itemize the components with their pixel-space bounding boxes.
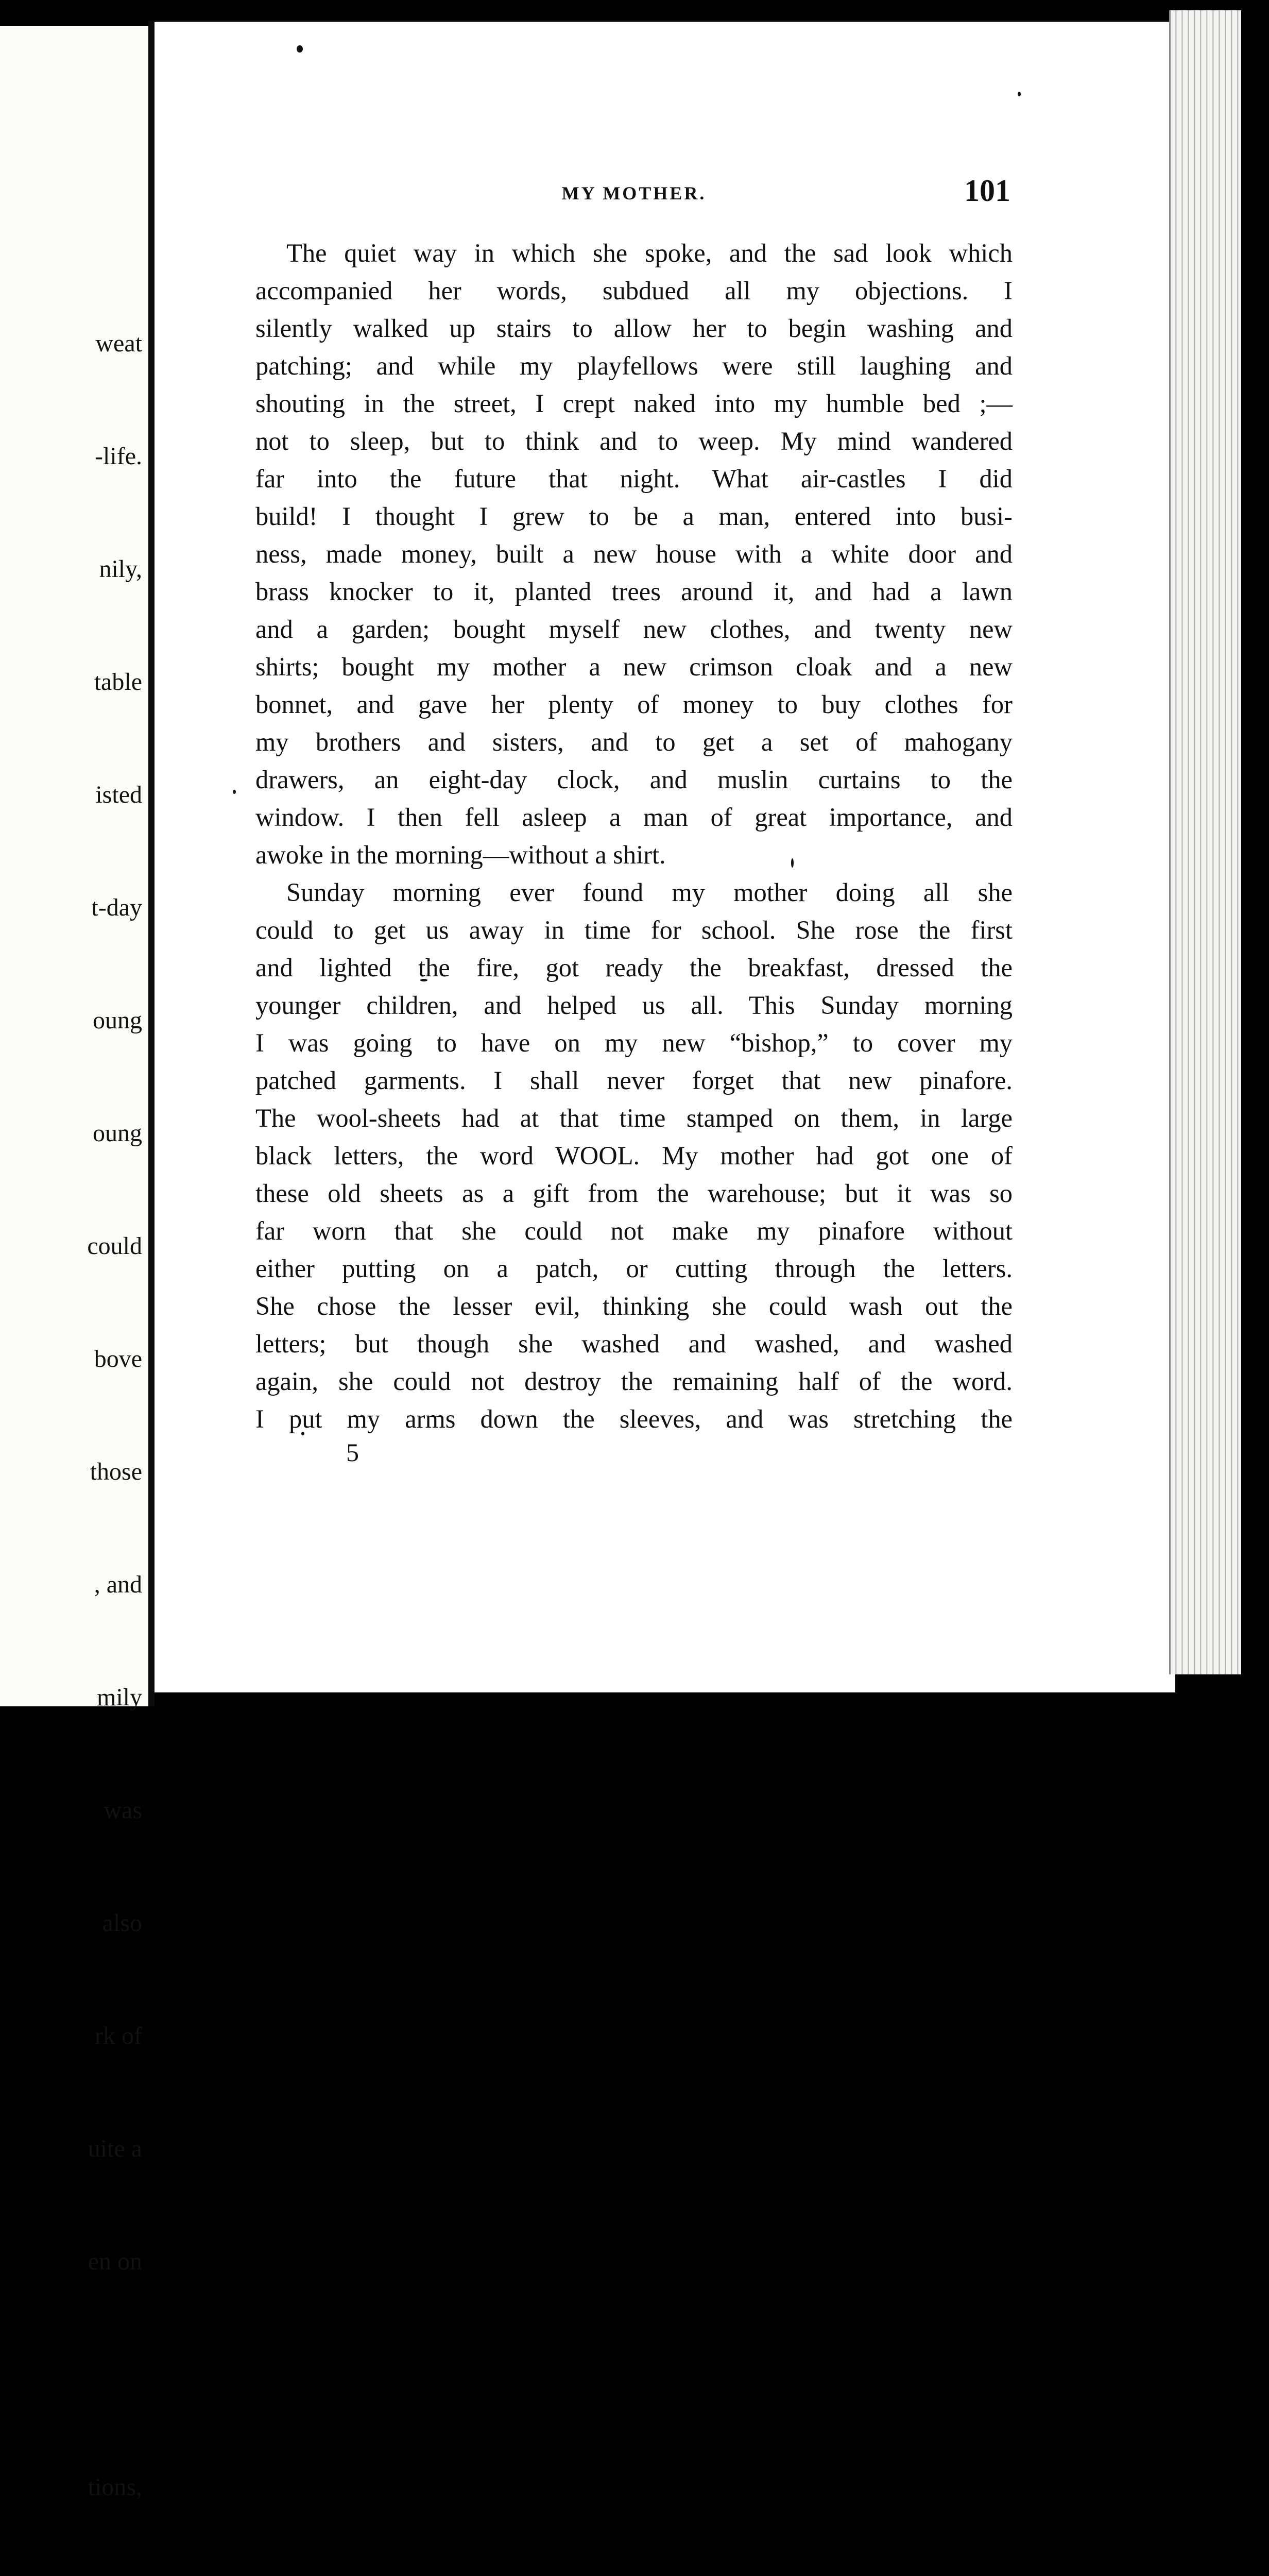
text-line: again, she could not destroy the remaining half of the word. bbox=[255, 1367, 1013, 1396]
text-line: The quiet way in which she spoke, and the sad look which bbox=[286, 239, 1013, 267]
page-edges bbox=[1169, 10, 1243, 1674]
text-line: build! I thought I grew to be a man, entered into busi- bbox=[255, 502, 1013, 531]
text-line: patching; and while my playfellows were still laughing and bbox=[255, 351, 1013, 380]
facing-line: rk of bbox=[95, 2022, 142, 2049]
scan-border bbox=[1241, 0, 1269, 1706]
text-line: shirts; bought my mother a new crimson cloak and a new bbox=[255, 652, 1013, 681]
facing-line: -life. bbox=[95, 443, 142, 470]
facing-line: oung bbox=[93, 1120, 142, 1147]
text-line: awoke in the morning—without a shirt. bbox=[255, 840, 666, 869]
text-line: either putting on a patch, or cutting through the letters. bbox=[255, 1254, 1013, 1283]
body-text bbox=[255, 234, 1013, 1438]
text-line: The wool-sheets had at that time stamped on them, in large bbox=[255, 1104, 1013, 1132]
facing-line: mily bbox=[96, 1684, 142, 1711]
facing-line: bove bbox=[94, 1345, 142, 1372]
text-line: and a garden; bought myself new clothes, and twenty new bbox=[255, 615, 1013, 643]
facing-line: could bbox=[87, 1232, 142, 1260]
text-line: letters; but though she washed and washed, and washed bbox=[255, 1329, 1013, 1358]
facing-line: nily, bbox=[99, 555, 142, 583]
facing-line: en on bbox=[88, 2248, 142, 2275]
facing-line: also bbox=[102, 1909, 142, 1937]
text-line: could to get us away in time for school. She rose the first bbox=[255, 916, 1013, 944]
text-line: I put my arms down the sleeves, and was stretching the bbox=[255, 1404, 1013, 1433]
facing-line: oung bbox=[93, 1007, 142, 1034]
facing-line: those bbox=[90, 1458, 142, 1485]
book-gutter bbox=[148, 21, 155, 1706]
text-line: brass knocker to it, planted trees around it, and had a lawn bbox=[255, 577, 1013, 606]
text-line: black letters, the word WOOL. My mother had got one of bbox=[255, 1141, 1013, 1170]
running-head: MY MOTHER. bbox=[561, 183, 707, 204]
text-line: far worn that she could not make my pinafore without bbox=[255, 1216, 1013, 1245]
facing-line: was bbox=[104, 1797, 142, 1824]
facing-line: isted bbox=[95, 781, 142, 808]
text-line: She chose the lesser evil, thinking she could wash out the bbox=[255, 1292, 1013, 1320]
facing-line bbox=[0, 2355, 142, 2393]
text-line: and lighted the fire, got ready the breakfast, dressed the bbox=[255, 953, 1013, 982]
text-line: my brothers and sisters, and to get a set of mahogany bbox=[255, 727, 1013, 756]
text-line: accompanied her words, subdued all my objections. I bbox=[255, 276, 1013, 305]
facing-line: tions, bbox=[88, 2473, 142, 2501]
text-line: I was going to have on my new “bishop,” to cover my bbox=[255, 1028, 1013, 1057]
text-line: ness, made money, built a new house with a white door and bbox=[255, 539, 1013, 568]
text-line: shouting in the street, I crept naked into my humble bed ;— bbox=[255, 389, 1013, 418]
facing-line: table bbox=[94, 668, 142, 696]
facing-line: t-day bbox=[91, 894, 142, 921]
facing-line: uite a bbox=[88, 2135, 142, 2162]
facing-page-text bbox=[0, 249, 142, 2576]
text-line: Sunday morning ever found my mother doing all she bbox=[286, 878, 1013, 907]
text-line: silently walked up stairs to allow her to begin washing and bbox=[255, 314, 1013, 343]
page-number: 101 bbox=[964, 174, 1010, 208]
scan-speck bbox=[1018, 92, 1021, 96]
facing-line: , and bbox=[94, 1571, 142, 1598]
scan-speck bbox=[233, 790, 236, 794]
text-line: far into the future that night. What air-castles I did bbox=[255, 464, 1013, 493]
scan-speck bbox=[297, 45, 303, 53]
text-line: these old sheets as a gift from the warehouse; but it was so bbox=[255, 1179, 1013, 1208]
facing-page-fragment bbox=[0, 26, 151, 2501]
facing-line: weat bbox=[95, 330, 142, 357]
page-header bbox=[258, 173, 1010, 214]
signature-mark: 5 bbox=[346, 1438, 359, 1467]
text-line: drawers, an eight-day clock, and muslin curtains to the bbox=[255, 765, 1013, 794]
text-line: window. I then fell asleep a man of great importance, and bbox=[255, 803, 1013, 832]
text-line: not to sleep, but to think and to weep. My mind wandered bbox=[255, 427, 1013, 455]
text-line: bonnet, and gave her plenty of money to buy clothes for bbox=[255, 690, 1013, 719]
text-line: patched garments. I shall never forget that new pinafore. bbox=[255, 1066, 1013, 1095]
text-line: younger children, and helped us all. This Sunday morning bbox=[255, 991, 1013, 1020]
